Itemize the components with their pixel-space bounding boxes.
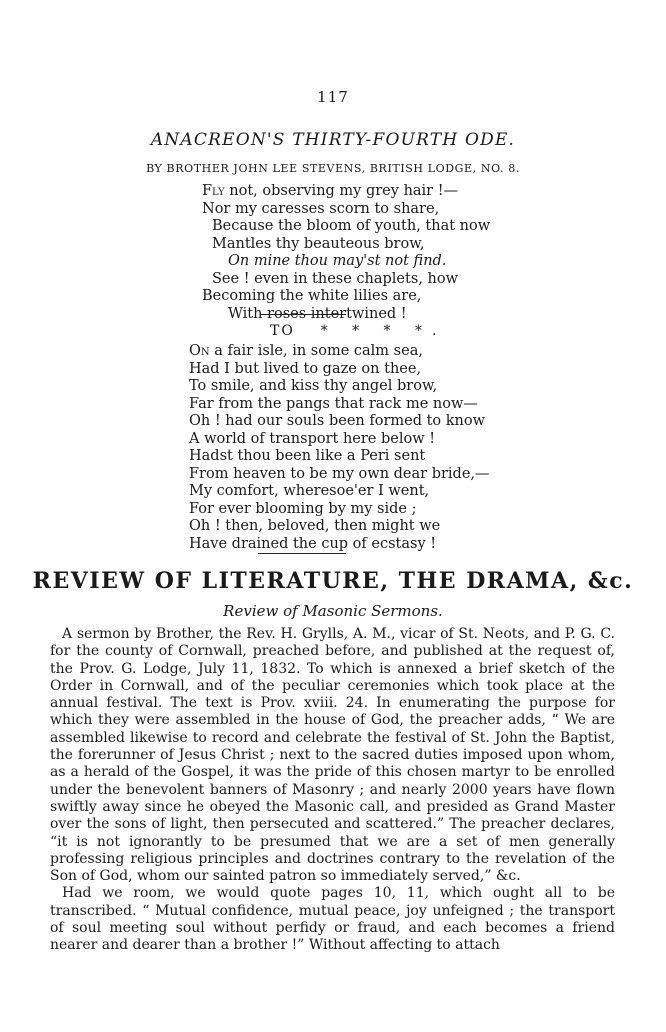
review-title: REVIEW OF LITERATURE, THE DRAMA, &c.: [32, 568, 634, 594]
poem-lead-word: Fly: [202, 183, 225, 199]
poem-line: Becoming the white lilies are,: [202, 288, 422, 304]
to-poem-heading: TO * * * *.: [270, 323, 447, 339]
poem-line: For ever blooming by my side ;: [189, 500, 417, 517]
ode-poem: [0, 183, 490, 323]
poem-line: Because the bloom of youth, that now: [212, 218, 491, 234]
poem-line: My comfort, wheresoe'er I went,: [189, 483, 430, 499]
poem-line: Nor my caresses scorn to share,: [202, 200, 440, 217]
poem-line: Oh ! then, beloved, then might we: [189, 518, 441, 534]
poem-line: Fly not, observing my grey hair !—: [202, 183, 459, 199]
poem-lead-word: On: [189, 343, 210, 359]
poem-line: To smile, and kiss thy angel brow,: [189, 378, 438, 394]
poem-line: On a fair isle, in some calm sea,: [189, 343, 423, 359]
poem-line: On mine thou may'st not find.: [228, 253, 447, 269]
poem-line: Have drained the cup of ecstasy !: [189, 535, 437, 552]
review-subtitle: Review of Masonic Sermons.: [223, 602, 443, 620]
ode-title: ANACREON'S THIRTY-FOURTH ODE.: [150, 130, 516, 150]
poem-line: From heaven to be my own dear bride,—: [189, 465, 490, 482]
to-poem: [0, 343, 490, 553]
asterisks: * * * *.: [320, 323, 447, 339]
poem-line: See ! even in these chaplets, how: [212, 270, 458, 287]
poem-line: Far from the pangs that rack me now—: [189, 395, 478, 412]
poem-line: Had I but lived to gaze on thee,: [189, 360, 422, 377]
section-divider: [260, 314, 346, 315]
section-divider: [258, 553, 346, 554]
review-paragraph: A sermon by Brother, the Rev. H. Grylls, A. M., vicar of St. Neots, and P. G. C. for the county of Cornwall, preached before, and published at the request of, the Prov. G. Lodge, July 11, 1832. To which is annexed a brief sketch of the Order in Cornwall, and of the peculiar ceremonies which took place at the annual festival. The text is Prov. xviii. 24. In enumerating the purpose for which they were assembled in the house of God, the preacher adds, “ We are assembled likewise to record and celebrate the festival of St. John the Baptist, the forerunner of Jesus Christ ; next to the sacred duties imposed upon whom, as a herald of the Gospel, it was the pride of this chosen martyr to be enrolled under the benevolent banners of Masonry ; and nearly 2000 years have flown swiftly away since he obeyed the Masonic call, and presided as Grand Master over the sons of light, then persecuted and scattered.” The preacher declares, “it is not ignorantly to be presumed that we are a set of men generally professing religious principles and doctrines contrary to the revelation of the Son of God, whom our sainted patron so immediately served,” &c.: [50, 626, 615, 885]
poem-line: Mantles thy beauteous brow,: [212, 235, 425, 252]
review-body: [50, 626, 615, 955]
poem-line: A world of transport here below !: [189, 430, 436, 447]
poem-line: Hadst thou been like a Peri sent: [189, 448, 426, 464]
page-number: 117: [317, 88, 349, 106]
ode-byline: BY BROTHER JOHN LEE STEVENS, BRITISH LODGE, NO. 8.: [146, 162, 520, 175]
poem-line: Oh ! had our souls been formed to know: [189, 413, 486, 429]
poem-line: With roses intertwined !: [228, 305, 407, 322]
review-paragraph: Had we room, we would quote pages 10, 11, which ought all to be transcribed. “ Mutual confidence, mutual peace, joy unfeigned ; the transport of soul meeting soul without perfidy or fraud, and each becomes a friend nearer and dearer than a brother !” Without affecting to attach: [50, 885, 615, 954]
